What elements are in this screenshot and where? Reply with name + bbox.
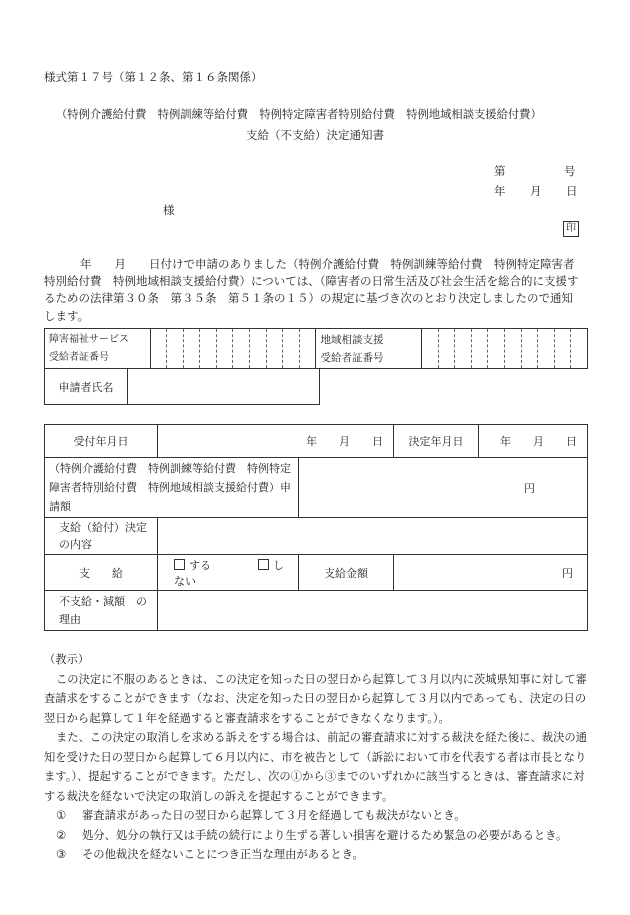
payment-yes-label: する (189, 558, 211, 572)
service-digit-cell[interactable] (250, 329, 267, 369)
yen-unit: 円 (524, 481, 535, 495)
item-text: 審査請求があった日の翌日から起算して３月を経過しても裁決がないとき。 (82, 809, 466, 822)
consult-digit-cell[interactable] (571, 329, 588, 369)
applicant-name-field[interactable] (128, 369, 320, 405)
date-year: 年 (494, 184, 506, 198)
notice-heading: （教示） (44, 653, 90, 666)
reason-label: 不支給・減額 の理由 (45, 591, 158, 631)
service-digit-cell[interactable] (299, 329, 316, 369)
received-date-field[interactable]: 年 月 日 (158, 425, 394, 458)
applied-amount-label: （特例介護給付費 特例訓練等給付費 特例特定障害者特別給付費 特例地域相談支援給付費）申請額 (45, 458, 299, 518)
service-digit-cell[interactable] (233, 329, 250, 369)
consult-recipient-label (316, 329, 422, 369)
payment-no-label: しない (174, 558, 284, 588)
payment-amount-label: 支給金額 (299, 555, 394, 591)
addressee-sama: 様 (163, 203, 175, 217)
service-recipient-label (45, 329, 151, 369)
notice-paragraph-2: また、この決定の取消しを求める訴えをする場合は、前記の審査請求に対する裁決を経た後に、裁決の通知を受けた日の翌日から起算して６月以内に、市を被告として（訴訟において市を代表する者は市長となります。）、提起することができます。ただし、次の①から③までのいずれかに該当するときは、審査請求に対する裁決を経ないで決定の取消しの訴えを提起することができます。 (44, 731, 587, 803)
received-date-label: 受付年月日 (45, 425, 158, 458)
service-digit-cell[interactable] (266, 329, 283, 369)
consult-digit-cell[interactable] (538, 329, 555, 369)
seal-mark: 印 (563, 221, 579, 237)
recipient-info-table (44, 328, 588, 369)
content-field[interactable] (158, 518, 588, 555)
payment-options (158, 555, 299, 591)
notice-item (44, 806, 589, 826)
consult-digit-cell[interactable] (504, 329, 521, 369)
applicant-name-label: 申請者氏名 (45, 369, 128, 405)
yen-unit: 円 (562, 566, 573, 580)
item-number: ② (56, 828, 67, 842)
payment-amount-field[interactable] (394, 555, 588, 591)
content-label: 支給（給付）決定の内容 (45, 518, 158, 555)
document-title-line1: （特例介護給付費 特例訓練等給付費 特例特定障害者特別給付費 特例地域相談支援給付費） (56, 108, 542, 121)
date-month: 月 (530, 184, 542, 198)
consult-digit-cell[interactable] (488, 329, 505, 369)
service-digit-cell[interactable] (216, 329, 233, 369)
service-digit-cell[interactable] (167, 329, 184, 369)
service-label-line1: 障害福祉サービス (49, 333, 129, 345)
consult-digit-cell[interactable] (554, 329, 571, 369)
doc-number-dai: 第 (494, 164, 506, 178)
form-number: 様式第１７号（第１２条、第１６条関係） (44, 70, 263, 84)
service-digit-cell[interactable] (183, 329, 200, 369)
consult-digit-cell[interactable] (455, 329, 472, 369)
consult-digit-cell[interactable] (521, 329, 538, 369)
intro-paragraph: 年 月 日付けで申請のありました（特例介護給付費 特例訓練等給付費 特例特定障害者特別給付費 特例地域相談支援給付費）については、（障害者の日常生活及び社会生活を総合的に支援するための法律第３０条 第３５条 第５１条の１５）の規定に基づき次のとおり決定しましたので通知します。 (44, 257, 579, 323)
consult-digit-cell[interactable] (438, 329, 455, 369)
item-number: ① (56, 809, 67, 822)
item-number: ③ (56, 848, 67, 861)
service-digit-cell[interactable] (150, 329, 167, 369)
service-digit-cell[interactable] (283, 329, 300, 369)
date-day: 日 (566, 184, 578, 198)
document-title: 支給（不支給）決定通知書 (246, 128, 384, 142)
consult-digit-cell[interactable] (471, 329, 488, 369)
payment-yes-checkbox[interactable] (174, 559, 185, 570)
doc-number-go: 号 (564, 164, 576, 178)
notice-section (44, 650, 589, 865)
applicant-name-table (44, 368, 320, 405)
item-text: 処分、処分の執行又は手続の続行により生ずる著しい損害を避けるため緊急の必要があるとき。 (82, 828, 568, 842)
notice-item (44, 826, 589, 846)
decision-date-label: 決定年月日 (394, 425, 479, 458)
consult-label-line1: 地域相談支援 (320, 333, 384, 346)
service-label-line2: 受給者証番号 (49, 351, 109, 363)
consult-digit-cell[interactable] (421, 329, 438, 369)
decision-date-field[interactable]: 年 月 日 (479, 425, 588, 458)
applied-amount-field[interactable] (299, 458, 588, 518)
notice-paragraph-1: この決定に不服のあるときは、この決定を知った日の翌日から起算して３月以内に茨城県知事に対して審査請求をすることができます（なお、決定を知った日の翌日から起算して３月以内であっても、決定の日の翌日から起算して１年を経過すると審査請求をすることができなくなります。）。 (44, 672, 587, 725)
payment-no-checkbox[interactable] (258, 559, 269, 570)
payment-label: 支 給 (45, 555, 158, 591)
reason-field[interactable] (158, 591, 588, 631)
item-text: その他裁決を経ないことにつき正当な理由があるとき。 (82, 848, 364, 861)
consult-label-line2: 受給者証番号 (320, 351, 384, 364)
decision-table (44, 424, 588, 631)
notice-item (44, 845, 589, 865)
service-digit-cell[interactable] (200, 329, 217, 369)
